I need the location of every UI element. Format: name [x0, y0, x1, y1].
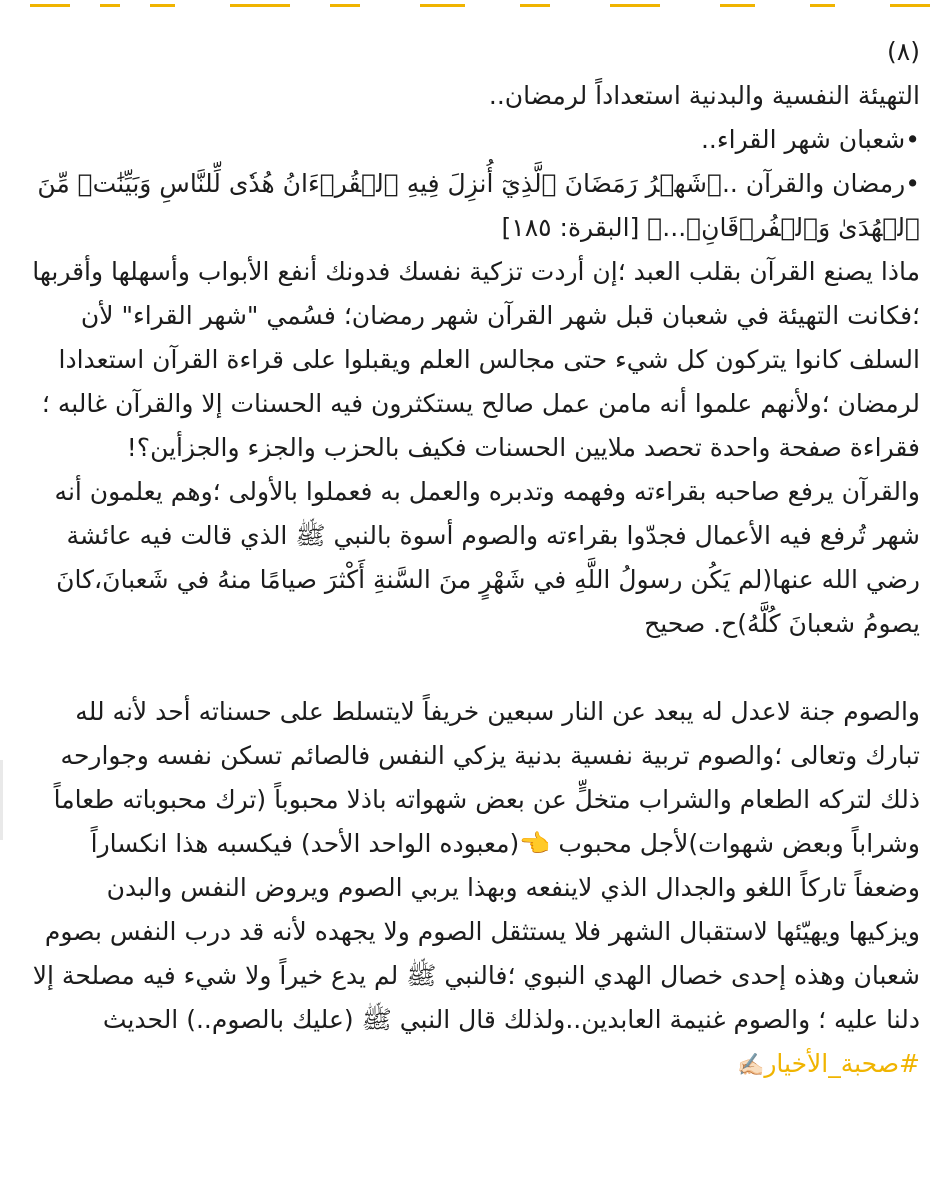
heading-line: التهيئة النفسية والبدنية استعداداً لرمضان..	[488, 81, 920, 110]
accent-mark	[720, 0, 755, 7]
body-paragraph: ماذا يصنع القرآن بقلب العبد ؛إن أردت تزكية نفسك فدونك أنفع الأبواب وأسهلها وأقربها ؛فكانت التهيئة في شعبان قبل شهر القرآن شهر رمضان؛ فسُمي "شهر القراء" لأن السلف كانوا يتركون كل شيء حتى مجالس العلم ويقبلوا على قراءة القرآن استعدادا لرمضان ؛ولأنهم علموا أنه مامن عمل صالح يستكثرون فيه الحسنات إلا والقرآن غالبه ؛فقراءة صفحة واحدة تحصد ملايين الحسنات فكيف بالحزب والجزء والجزأين؟!	[32, 257, 920, 462]
top-toolbar-strip	[0, 0, 948, 18]
accent-mark	[810, 0, 835, 7]
hashtag-line	[30, 1042, 920, 1088]
hashtag-link[interactable]: #صحبة_الأخيار	[764, 1049, 920, 1078]
writing-hand-icon: ✍🏻	[736, 1053, 765, 1078]
accent-mark	[150, 0, 175, 7]
accent-mark	[890, 0, 930, 7]
accent-mark	[330, 0, 360, 7]
accent-mark	[520, 0, 550, 7]
bullet-line: •رمضان والقرآن ..﴿شَهۡرُ رَمَضَانَ ٱلَّذِيٓ أُنزِلَ فِيهِ ٱلۡقُرۡءَانُ هُدٗى لِّلنَّاسِ وَبَيِّنَٰتٖ مِّنَ ٱلۡهُدَىٰ وَٱلۡفُرۡقَانِۚ...﴾ [البقرة: ١٨٥]	[37, 169, 920, 242]
accent-mark	[230, 0, 290, 7]
section-number: (٨)	[887, 37, 920, 66]
accent-mark	[420, 0, 465, 7]
accent-mark	[30, 0, 70, 7]
accent-mark	[100, 0, 120, 7]
article-body	[30, 30, 920, 1088]
accent-mark	[610, 0, 660, 7]
bullet-line: •شعبان شهر القراء..	[700, 125, 920, 154]
blank-line	[30, 646, 920, 690]
body-paragraph: والقرآن يرفع صاحبه بقراءته وفهمه وتدبره والعمل به فعملوا بالأولى ؛وهم يعلمون أنه شهر تُرفع فيه الأعمال فجدّوا بقراءته والصوم أسوة بالنبي ﷺ الذي قالت فيه عائشة رضي الله عنها(لم يَكُن رسولُ اللَّهِ في شَهْرٍ منَ السَّنةِ أَكْثرَ صيامًا منهُ في شَعبانَ،كانَ يصومُ شعبانَ كُلَّهُ)ح. صحيح	[54, 477, 920, 638]
body-paragraph: والصوم جنة لاعدل له يبعد عن النار سبعين خريفاً لايتسلط على حسناته أحد لأنه لله تبارك وتعالى ؛والصوم تربية نفسية بدنية يزكي النفس فالصائم تسكن نفسه وجوارحه ذلك لتركه الطعام والشراب متخلٍّ عن بعض شهواته باذلا محبوباً (ترك محبوباته طعاماً وشراباً وبعض شهوات)لأجل محبوب 👈(معبوده الواحد الأحد) فيكسبه هذا انكساراً وضعفاً تاركاً اللغو والجدال الذي لاينفعه وبهذا يربي الصوم ويروض النفس والبدن ويزكيها ويهيّئها لاستقبال الشهر فلا يستثقل الصوم ولا يجهده لأنه قد درب النفس بصوم شعبان وهذه إحدى خصال الهدي النبوي ؛فالنبي ﷺ لم يدع خيراً ولا شيء فيه مصلحة إلا دلنا عليه ؛ والصوم غنيمة العابدين..ولذلك قال النبي ﷺ (عليك بالصوم..) الحديث	[32, 697, 920, 1034]
scrollbar[interactable]	[0, 760, 3, 840]
